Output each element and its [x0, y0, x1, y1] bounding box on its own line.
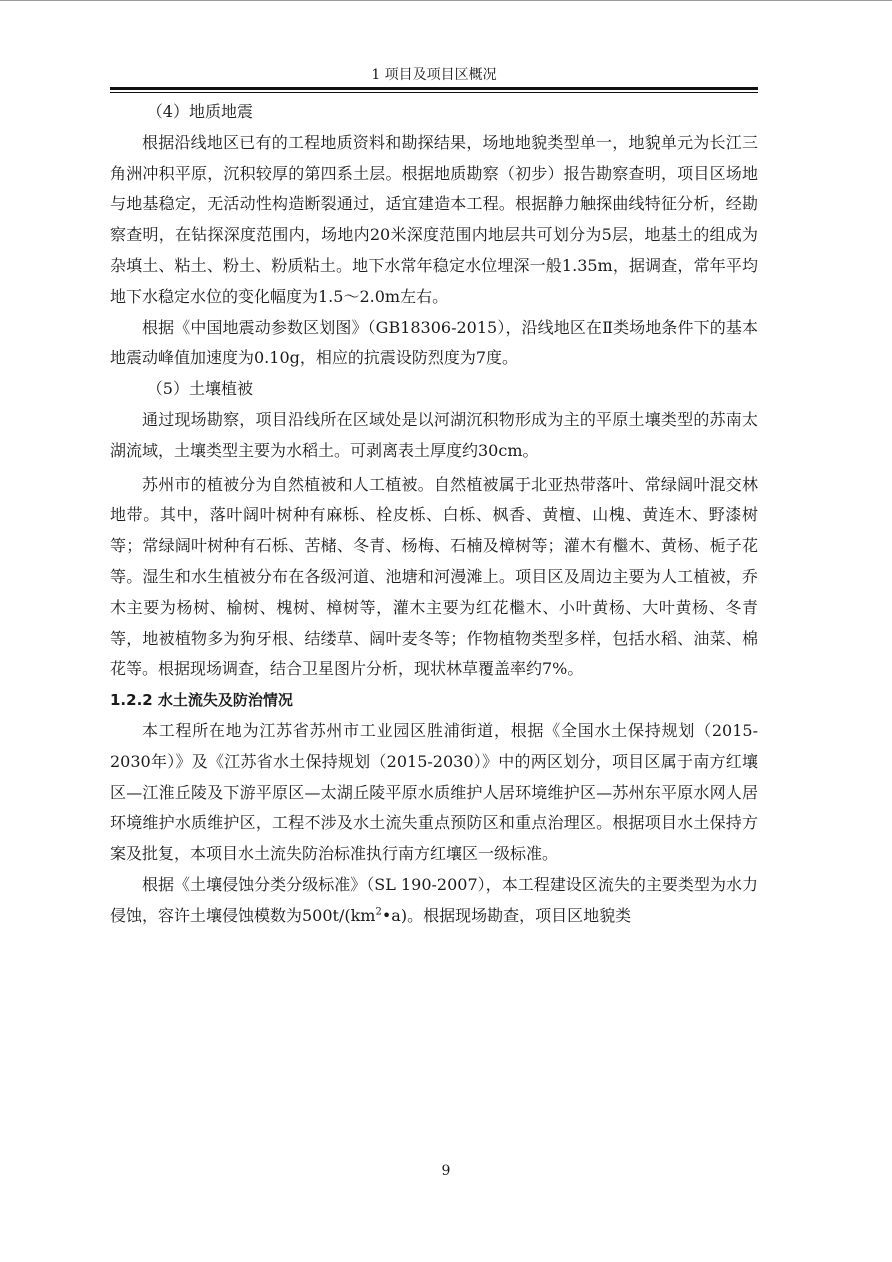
header-rule-thin	[110, 92, 758, 93]
vegetation-paragraph: 苏州市的植被分为自然植被和人工植被。自然植被属于北亚热带落叶、常绿阔叶混交林地带。其中，落叶阔叶树种有麻栎、栓皮栎、白栎、枫香、黄檀、山槐、黄连木、野漆树等；常绿阔叶树种有石栎、苦槠、冬青、杨梅、石楠及樟树等；灌木有檵木、黄杨、栀子花等。湿生和水生植被分布在各级河道、池塘和河漫滩上。项目区及周边主要为人工植被，乔木主要为杨树、榆树、槐树、樟树等，灌木主要为红花檵木、小叶黄杨、大叶黄杨、冬青等，地被植物多为狗牙根、结缕草、阔叶麦冬等；作物植物类型多样，包括水稻、油菜、棉花等。根据现场调查，结合卫星图片分析，现状林草覆盖率约7%。	[110, 474, 758, 679]
page-number: 9	[441, 1163, 451, 1179]
erosion-paragraph-2	[110, 870, 758, 932]
soil-paragraph-1: 通过现场勘察，项目沿线所在区域处是以河湖沉积物形成为主的平原土壤类型的苏南太湖流域，土壤类型主要为水稻土。可剥离表土厚度约30cm。	[110, 409, 758, 460]
soil-heading: （5）土壤植被	[146, 379, 253, 399]
geology-paragraph-2: 根据《中国地震动参数区划图》（GB18306-2015），沿线地区在Ⅱ类场地条件下的基本地震动峰值加速度为0.10g，相应的抗震设防烈度为7度。	[110, 317, 758, 368]
running-header: 1 项目及项目区概况	[371, 67, 497, 83]
superscript-2: 2	[375, 906, 382, 918]
erosion-text-a: 根据《土壤侵蚀分类分级标准》（SL 190-2007），本工程建设区流失的主要类型为水力侵蚀，容许土壤侵蚀模数为500t/(km	[110, 874, 758, 925]
geology-paragraph-1: 根据沿线地区已有的工程地质资料和勘探结果，场地地貌类型单一，地貌单元为长江三角洲冲积平原，沉积较厚的第四系土层。根据地质勘察（初步）报告勘察查明，项目区场地与地基稳定，无活动性构造断裂通过，适宜建造本工程。根据静力触探曲线特征分析，经勘察查明，在钻探深度范围内，场地内20米深度范围内地层共可划分为5层，地基土的组成为杂填土、粘土、粉土、粉质粘土。地下水常年稳定水位埋深一般1.35m，据调查，常年平均地下水稳定水位的变化幅度为1.5～2.0m左右。	[110, 132, 758, 306]
header-rule-thick	[110, 87, 758, 90]
section-heading-1-2-2: 1.2.2 水土流失及防治情况	[110, 691, 293, 710]
erosion-paragraph-1: 本工程所在地为江苏省苏州市工业园区胜浦街道，根据《全国水土保持规划（2015-2030年）》及《江苏省水土保持规划（2015-2030）》中的两区划分，项目区属于南方红壤区—江淮丘陵及下游平原区—太湖丘陵平原水质维护人居环境维护区—苏州东平原水网人居环境维护水质维护区，工程不涉及水土流失重点预防区和重点治理区。根据项目水土保持方案及批复，本项目水土流失防治标准执行南方红壤区一级标准。	[110, 720, 758, 864]
page-top-border	[0, 0, 892, 1]
erosion-text-b: •a)。根据现场勘查，项目区地貌类	[381, 905, 632, 925]
page-body	[110, 97, 758, 932]
geology-heading: （4）地质地震	[146, 102, 253, 121]
